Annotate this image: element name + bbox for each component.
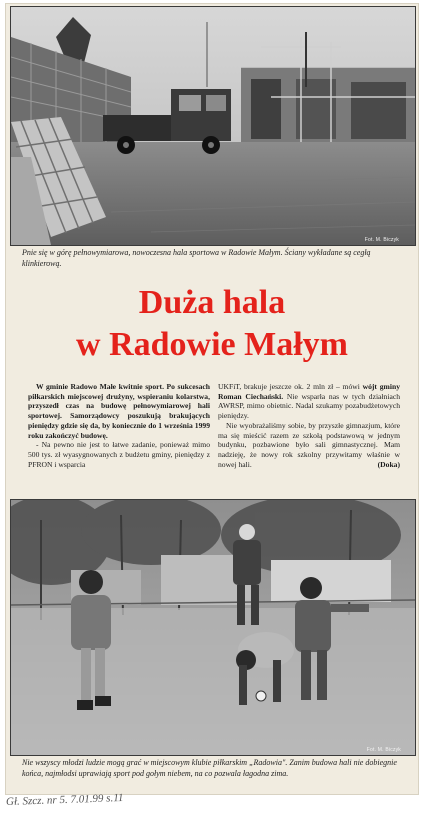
- article-paragraph: [218, 382, 400, 421]
- quoted-person: wójt gminy Roman Ciechański.: [218, 382, 400, 401]
- headline: [6, 282, 418, 366]
- construction-photo: [10, 6, 416, 246]
- football-photo: [10, 499, 416, 756]
- article-lead: W gminie Radowo Małe kwitnie sport. Po sukcesach piłkarskich miejscowej drużyny, wspieraniu kolarstwa, przyszedł czas na budowę pełnowymiarowej hali sportowej. Samorządowcy poszukują brakujących pieniędzy gdzie się da, by koniecznie do 1 września 1999 roku zakończyć budowę.: [28, 382, 210, 440]
- football-photo-image: [11, 500, 415, 755]
- author-signature: (Doka): [377, 459, 400, 469]
- newspaper-clipping: [6, 4, 418, 794]
- article-column-left: [28, 382, 210, 469]
- article-paragraph: [218, 421, 400, 470]
- construction-photo-image: [11, 7, 415, 245]
- photo-credit: Fot. M. Biczyk: [366, 747, 401, 753]
- article-paragraph: - Na pewno nie jest to łatwe zadanie, ponieważ mimo 500 tys. zł wyasygnowanych z budżetu gminy, pieniędzy z PFRON i wsparcia: [28, 440, 210, 469]
- headline-line-2: w Radowie Małym: [76, 326, 348, 363]
- photo-caption: Nie wszyscy młodzi ludzie mogą grać w miejscowym klubie piłkarskim „Radowia". Zanim budowa hali nie dobiegnie końca, najmłodsi uprawiają sport pod gołym niebem, na co pozwala łagodna zima.: [22, 758, 397, 778]
- article-text: Nie wsparła nas w tych działniach AWRSP, mimo obietnic. Nadal szukamy pozabudżetowych pieniędzy.: [218, 391, 400, 421]
- article-text: Nie wyobrażaliśmy sobie, by przyszłe gimnazjum, które ma się mieścić razem ze szkołą podstawową w jednym budynku, pozbawione było sali gimnastycznej. Mam nadzieję, że nowy rok szkolny przywitamy właśnie w nowej hali.: [218, 420, 400, 469]
- article-text: UKFiT, brakuje jeszcze ok. 2 mln zł – mówi: [218, 382, 363, 391]
- headline-line-1: Duża hala: [138, 284, 286, 321]
- article-column-right: [218, 382, 400, 469]
- handwritten-note: Gł. Szcz. nr 5. 7.01.99 s.11: [5, 791, 124, 809]
- photo-credit: Fot. M. Biczyk: [364, 237, 399, 243]
- photo-caption: Pnie się w górę pełnowymiarowa, nowoczesna hala sportowa w Radowie Małym. Ściany wykładane są cegłą klinkierową.: [22, 248, 371, 268]
